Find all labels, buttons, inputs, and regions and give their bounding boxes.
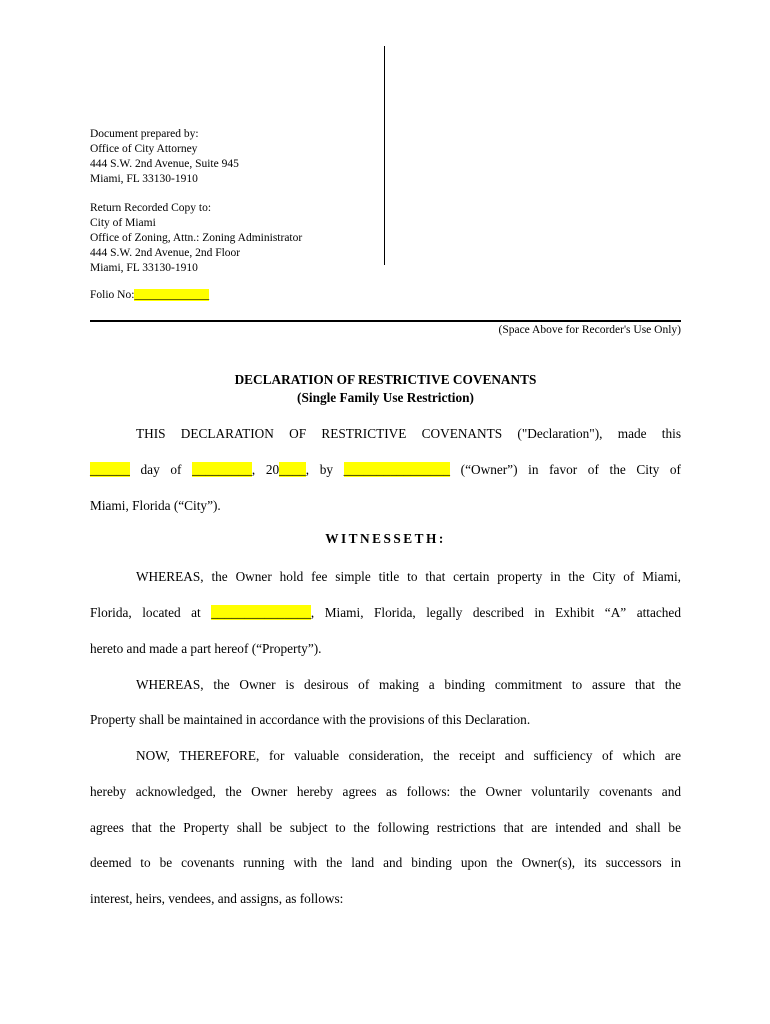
prepared-by-line: 444 S.W. 2nd Avenue, Suite 945 <box>90 158 239 170</box>
return-to-line: Office of Zoning, Attn.: Zoning Administrator <box>90 232 303 244</box>
prepared-by-line: Miami, FL 33130-1910 <box>90 173 198 185</box>
return-to-heading: Return Recorded Copy to: <box>90 202 212 214</box>
intro-text: , 20 <box>251 462 280 477</box>
now-therefore-line-5: interest, heirs, vendees, and assigns, as follows: <box>90 891 344 906</box>
whereas2-line-1: WHEREAS, the Owner is desirous of making a binding commitment to assure that the <box>136 677 681 692</box>
now-therefore-line-1: NOW, THEREFORE, for valuable consideration, the receipt and sufficiency of which are <box>136 748 681 763</box>
now-therefore-line-3: agrees that the Property shall be subject to the following restrictions that are intended and shall be <box>90 820 681 835</box>
return-to-block <box>90 201 302 276</box>
year-field[interactable]: ____ <box>279 462 306 477</box>
day-field[interactable]: ______ <box>90 462 130 477</box>
whereas1-line-2 <box>90 604 681 622</box>
now-therefore-line-4: deemed to be covenants running with the land and binding upon the Owner(s), its successors in <box>90 855 681 870</box>
month-field[interactable]: _________ <box>192 462 252 477</box>
whereas1-line-1: WHEREAS, the Owner hold fee simple title to that certain property in the City of Miami, <box>136 569 681 584</box>
return-to-line: Miami, FL 33130-1910 <box>90 262 198 274</box>
document-subtitle: (Single Family Use Restriction) <box>297 390 474 405</box>
prepared-by-line: Office of City Attorney <box>90 143 198 155</box>
intro-line-2 <box>90 461 681 479</box>
whereas2-line-2: Property shall be maintained in accordance with the provisions of this Declaration. <box>90 712 531 727</box>
prepared-by-heading: Document prepared by: <box>90 128 199 140</box>
intro-line-1: THIS DECLARATION OF RESTRICTIVE COVENANTS ("Declaration"), made this <box>136 426 681 441</box>
whereas1-text: Florida, located at <box>90 605 212 620</box>
document-title: DECLARATION OF RESTRICTIVE COVENANTS <box>234 372 537 387</box>
now-therefore-line-2: hereby acknowledged, the Owner hereby agrees as follows: the Owner voluntarily covenants and <box>90 784 681 799</box>
address-field[interactable]: _______________ <box>211 605 311 620</box>
witnesseth-heading: WITNESSETH: <box>325 531 446 546</box>
folio-number-field[interactable]: _____________ <box>134 289 210 301</box>
recorder-margin-line <box>384 46 385 265</box>
intro-text: (“Owner”) in favor of the City of <box>450 462 681 477</box>
intro-text: day of <box>129 462 193 477</box>
recorder-divider <box>90 320 681 322</box>
prepared-by-block <box>90 127 239 187</box>
owner-field[interactable]: ________________ <box>343 462 451 477</box>
recorder-note: (Space Above for Recorder's Use Only) <box>498 324 681 336</box>
folio-label: Folio No: <box>90 289 135 301</box>
return-to-line: City of Miami <box>90 217 156 229</box>
folio-line <box>90 289 209 301</box>
whereas1-text: , Miami, Florida, legally described in Exhibit “A” attached <box>310 605 681 620</box>
intro-text: , by <box>305 462 344 477</box>
return-to-line: 444 S.W. 2nd Avenue, 2nd Floor <box>90 247 241 259</box>
whereas1-line-3: hereto and made a part hereof (“Property”). <box>90 641 322 656</box>
intro-line-3: Miami, Florida (“City”). <box>90 498 221 513</box>
